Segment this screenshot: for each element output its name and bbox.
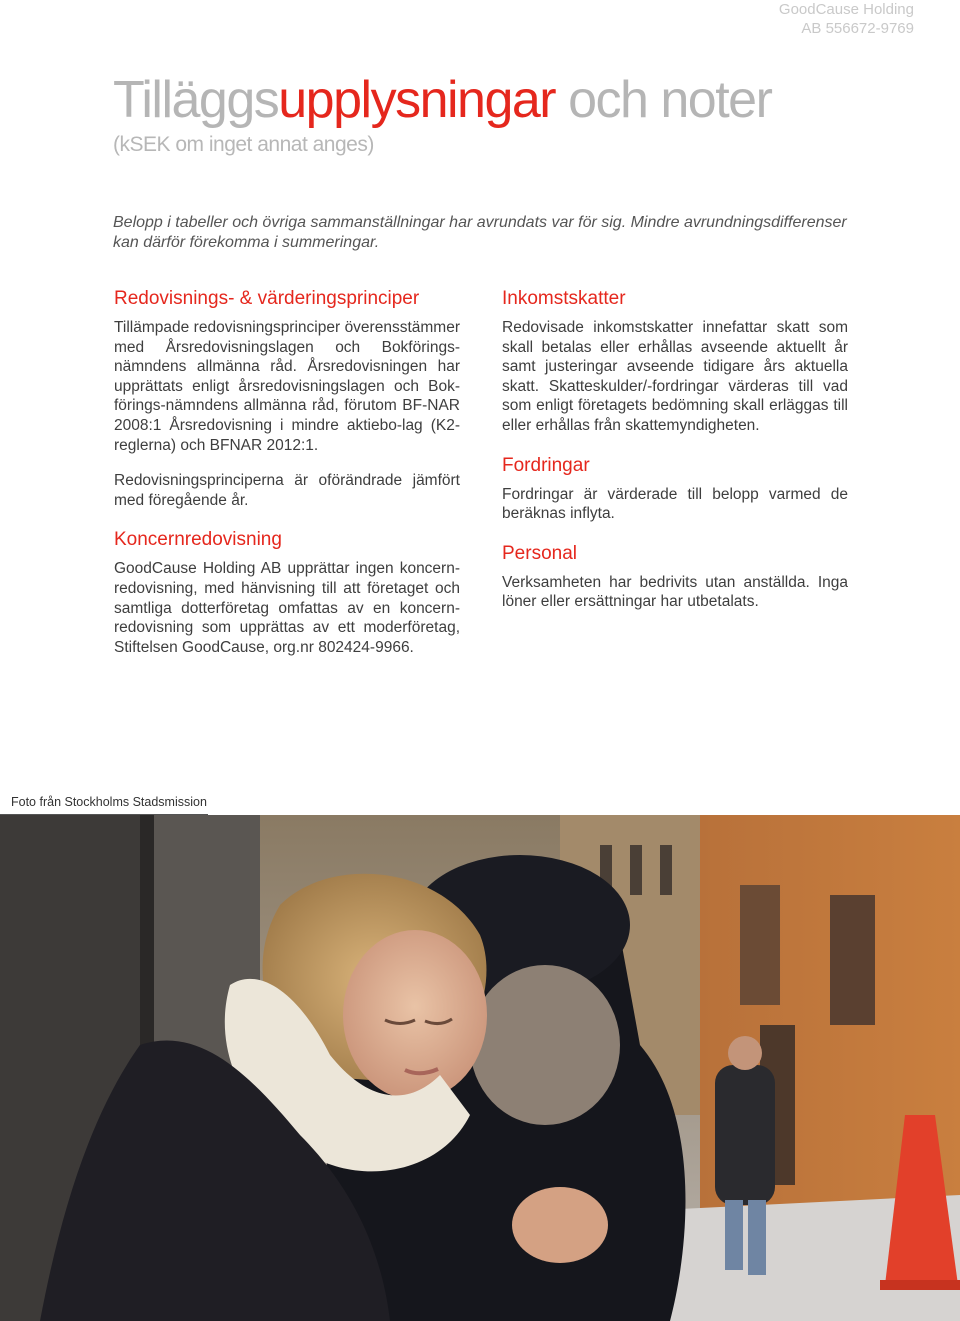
photo-illustration bbox=[0, 815, 960, 1321]
section-body-principles: Tillämpade redovisningsprinciper överensstämmer med Årsredovisningslagen och Bokförings-nämndens allmänna råd. Årsredovisningen har upprättats enligt årsredovisningslagen och Bok-förings-nämndens allmänna råd, förutom BF-NAR 2008:1 Årsredovisning i mindre aktiebo-lag (K2-reglerna) och BFNAR 2012:1. bbox=[114, 319, 460, 454]
org-number: AB 556672-9769 bbox=[801, 20, 914, 37]
section-title-group-accounts: Koncernredovisning bbox=[114, 529, 282, 551]
right-column bbox=[502, 287, 848, 612]
section-body-group-accounts: GoodCause Holding AB upprättar ingen koncern-redovisning, med hänvisning till att företaget och samtliga dotterföretag omfattas av en koncern-redovisning som upprättas av ett moderföretag, Stiftelsen GoodCause, org.nr 802424-9966. bbox=[114, 560, 460, 656]
section-title-principles: Redovisnings- & värderingsprinciper bbox=[114, 288, 420, 309]
page-title bbox=[113, 70, 771, 130]
intro-text: Belopp i tabeller och övriga sammanställningar har avrundats var för sig. Mindre avrundningsdifferenser kan därför förekomma i summeringar. bbox=[113, 214, 847, 251]
section-title-personnel: Personal bbox=[502, 542, 577, 564]
header-company bbox=[779, 0, 914, 38]
section-body-receivables: Fordringar är värderade till belopp varmed de beräknas inflyta. bbox=[502, 485, 848, 523]
page-subtitle: (kSEK om inget annat anges) bbox=[113, 133, 374, 156]
section-body-principles-2: Redovisningsprinciperna är oförändrade jämfört med föregående år. bbox=[114, 472, 460, 509]
company-name: GoodCause Holding bbox=[778, 1, 914, 18]
title-part-2: upplysningar bbox=[278, 71, 556, 129]
section-title-receivables: Fordringar bbox=[502, 454, 590, 476]
left-column bbox=[114, 287, 460, 657]
hug-photo bbox=[0, 815, 960, 1321]
title-part-3: och noter bbox=[555, 71, 772, 129]
section-body-income-tax: Redovisade inkomstskatter innefattar skatt som skall betalas eller erhållas avseende aktuellt år samt justeringar avseende tidigare års aktuella skatt. Skatteskulder/-fordringar värderas till vad som enligt företagets bedömning skall erläggas till eller erhållas från skattemyndigheten. bbox=[502, 319, 848, 434]
section-body-personnel: Verksamheten har bedrivits utan anställda. Inga löner eller ersättningar har utbetalats. bbox=[502, 573, 848, 611]
photo-caption: Foto från Stockholms Stadsmission bbox=[11, 795, 207, 809]
section-title-income-tax: Inkomstskatter bbox=[502, 288, 626, 309]
title-part-1: Tilläggs bbox=[113, 71, 279, 129]
